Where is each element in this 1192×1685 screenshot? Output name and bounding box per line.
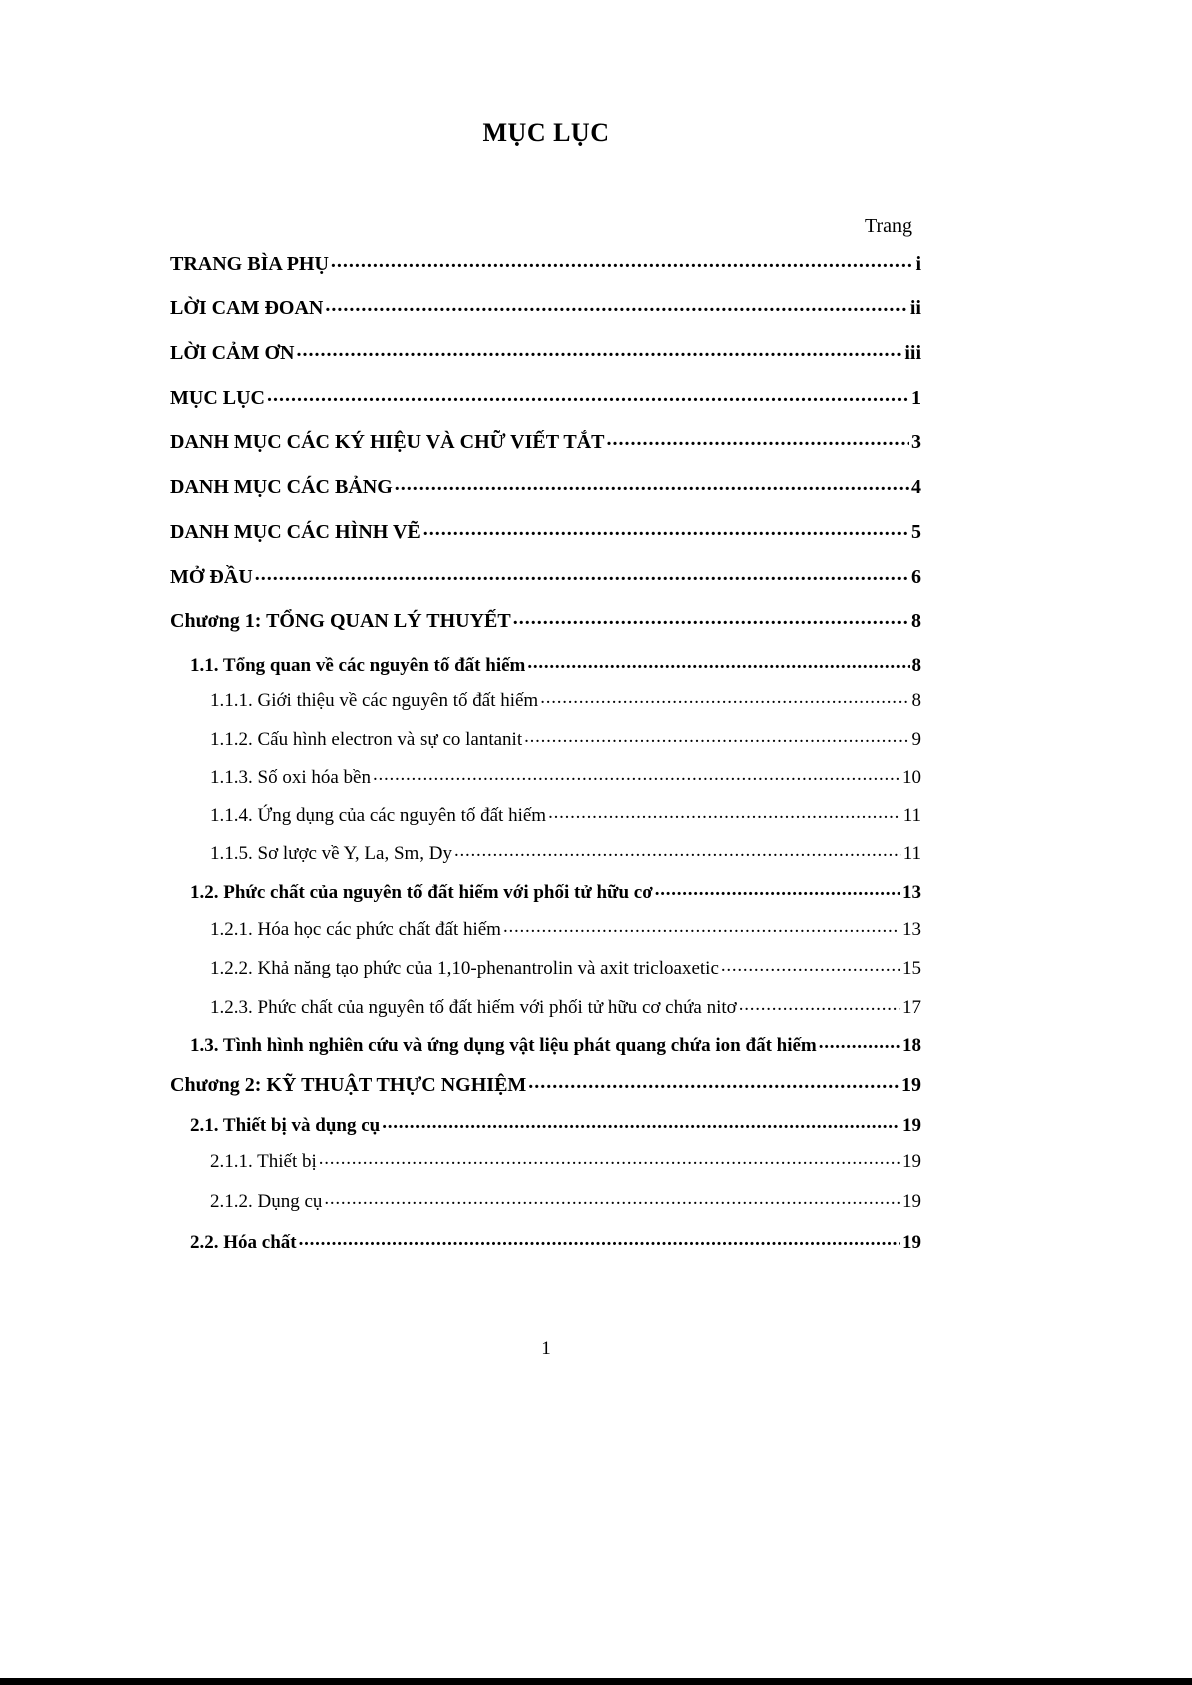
toc-entry-label: LỜI CẢM ƠN [170, 342, 295, 364]
toc-entry-page: 8 [911, 690, 921, 711]
dot-leader [324, 1188, 900, 1207]
dot-leader [503, 916, 900, 935]
dot-leader [423, 518, 909, 538]
toc-entry-page: 19 [902, 1232, 921, 1253]
toc-entry-page: 15 [902, 958, 921, 979]
toc-entry[interactable] [170, 1071, 921, 1097]
toc-entry-page: 19 [902, 1115, 921, 1136]
toc-entry-page: 18 [902, 1035, 921, 1056]
toc-entry-label: DANH MỤC CÁC BẢNG [170, 476, 393, 498]
toc-entry-label: 1.1.2. Cấu hình electron và sự co lantanit [210, 729, 523, 750]
toc-entry-page: 6 [911, 566, 921, 588]
toc-entry-page: iii [904, 342, 921, 364]
toc-entry-page: 4 [911, 476, 921, 498]
toc-entry[interactable] [190, 1112, 921, 1137]
toc-entry[interactable] [190, 879, 921, 904]
toc-entry-page: 5 [911, 521, 921, 543]
toc-entry[interactable] [210, 916, 921, 941]
dot-leader [454, 840, 901, 859]
toc-entry-page: i [915, 253, 921, 275]
toc-entry-label: 1.1. Tổng quan về các nguyên tố đất hiếm [190, 655, 526, 676]
toc-entry-label: LỜI CAM ĐOAN [170, 297, 324, 319]
toc-entry-label: Chương 1: TỔNG QUAN LÝ THUYẾT [170, 610, 511, 632]
dot-leader [524, 726, 909, 745]
dot-leader [721, 955, 900, 974]
toc-entry[interactable] [210, 687, 921, 712]
toc-entry-label: TRANG BÌA PHỤ [170, 253, 329, 275]
toc-entry-label: 2.1. Thiết bị và dụng cụ [190, 1115, 381, 1136]
toc-entry-label: 2.1.1. Thiết bị [210, 1151, 317, 1172]
toc-entry[interactable] [170, 428, 921, 454]
dot-leader [528, 1071, 899, 1091]
toc-entry-page: 8 [911, 655, 921, 676]
footer-page-number: 1 [541, 1338, 551, 1359]
dot-leader [540, 687, 909, 706]
toc-entry[interactable] [190, 652, 921, 677]
toc-entry[interactable] [170, 250, 921, 276]
dot-leader [299, 1229, 900, 1248]
toc-entry-page: ii [909, 297, 921, 319]
dot-leader [296, 339, 902, 359]
toc-entry-label: 1.1.3. Số oxi hóa bền [210, 767, 371, 788]
toc-entry-page: 13 [902, 882, 921, 903]
dot-leader [373, 764, 900, 783]
toc-entry-page: 11 [902, 843, 921, 864]
dot-leader [255, 563, 909, 583]
toc-entry-page: 9 [911, 729, 921, 750]
toc-entry[interactable] [170, 518, 921, 544]
toc-entry[interactable] [190, 1032, 921, 1057]
toc-entry-page: 8 [911, 610, 921, 632]
toc-entry-label: 1.1.5. Sơ lược về Y, La, Sm, Dy [210, 843, 453, 864]
dot-leader [527, 652, 909, 671]
toc-entry-page: 19 [902, 1191, 921, 1212]
toc-entry-label: 2.2. Hóa chất [190, 1232, 297, 1253]
dot-leader [319, 1148, 900, 1167]
toc-entry-label: 1.2.2. Khả năng tạo phức của 1,10-phenantrolin và axit tricloaxetic [210, 958, 719, 979]
dot-leader [819, 1032, 900, 1051]
page-title: MỤC LỤC [482, 118, 610, 147]
dot-leader [513, 607, 909, 627]
toc-entry-label: 1.1.4. Ứng dụng của các nguyên tố đất hiếm [210, 805, 547, 826]
toc-entry-page: 19 [901, 1074, 921, 1096]
toc-entry-label: 1.3. Tình hình nghiên cứu và ứng dụng vật liệu phát quang chứa ion đất hiếm [190, 1035, 817, 1056]
bottom-rule [0, 1678, 1192, 1685]
toc-entry[interactable] [210, 955, 921, 980]
toc-entry-label: DANH MỤC CÁC KÝ HIỆU VÀ CHỮ VIẾT TẮT [170, 431, 605, 453]
toc-entry[interactable] [190, 1229, 921, 1254]
toc-entry-page: 13 [902, 919, 921, 940]
toc-entry-label: 1.1.1. Giới thiệu về các nguyên tố đất hiếm [210, 690, 539, 711]
toc-entry-label: 2.1.2. Dụng cụ [210, 1191, 323, 1212]
toc-entry-label: MỞ ĐẦU [170, 566, 253, 588]
dot-leader [395, 473, 909, 493]
toc-entry-label: DANH MỤC CÁC HÌNH VẼ [170, 521, 421, 543]
toc-entry[interactable] [170, 607, 921, 633]
dot-leader [739, 994, 900, 1013]
page-column-label: Trang [865, 215, 913, 237]
toc-entry[interactable] [210, 802, 921, 827]
toc-entry[interactable] [170, 384, 921, 410]
toc-entry-page: 3 [911, 431, 921, 453]
toc-entry[interactable] [210, 1188, 921, 1213]
dot-leader [607, 428, 910, 448]
toc-entry[interactable] [210, 764, 921, 789]
toc-entry[interactable] [170, 339, 921, 365]
toc-entry-page: 17 [902, 997, 921, 1018]
toc-entry-label: 1.2. Phức chất của nguyên tố đất hiếm với phối tử hữu cơ [190, 882, 653, 903]
dot-leader [655, 879, 900, 898]
toc-entry[interactable] [170, 473, 921, 499]
toc-entry[interactable] [210, 840, 921, 865]
toc-entry-label: 1.2.3. Phức chất của nguyên tố đất hiếm với phối tử hữu cơ chứa nitơ [210, 997, 737, 1018]
dot-leader [331, 250, 914, 270]
toc-entry[interactable] [210, 726, 921, 751]
toc-entry[interactable] [170, 294, 921, 320]
dot-leader [382, 1112, 900, 1131]
dot-leader [548, 802, 901, 821]
toc-entry-page: 10 [902, 767, 921, 788]
toc-entry-page: 19 [902, 1151, 921, 1172]
toc-entry[interactable] [210, 994, 921, 1019]
dot-leader [267, 384, 909, 404]
toc-entry-page: 11 [902, 805, 921, 826]
toc-entry-label: Chương 2: KỸ THUẬT THỰC NGHIỆM [170, 1074, 527, 1096]
toc-entry[interactable] [210, 1148, 921, 1173]
toc-entry[interactable] [170, 563, 921, 589]
toc-entry-page: 1 [911, 387, 921, 409]
toc-entry-label: MỤC LỤC [170, 387, 265, 409]
dot-leader [325, 294, 908, 314]
toc-entry-label: 1.2.1. Hóa học các phức chất đất hiếm [210, 919, 501, 940]
